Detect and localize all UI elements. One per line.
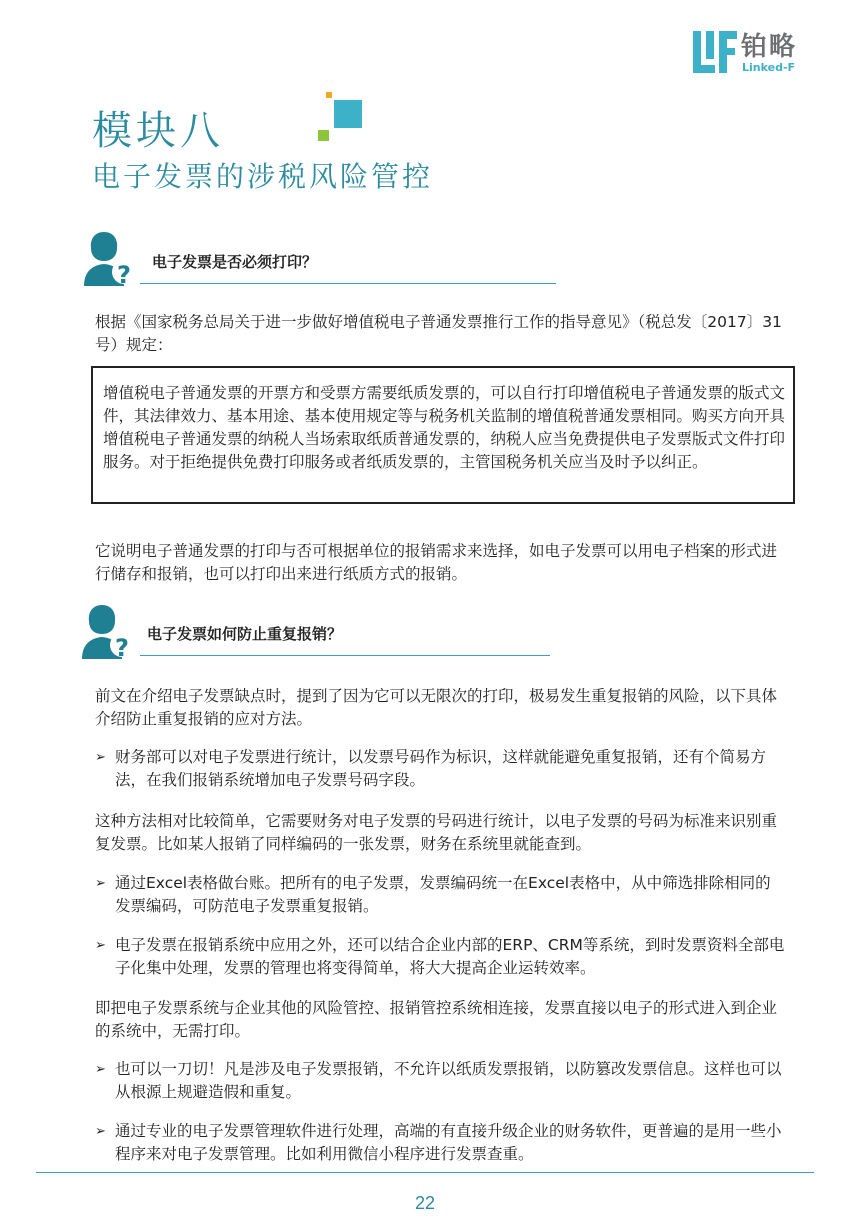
- person-question-icon: [82, 228, 138, 288]
- arrow-bullet-icon: ➢: [95, 1062, 106, 1077]
- arrow-bullet-icon: ➢: [95, 750, 106, 765]
- bullet-item: [95, 1120, 785, 1166]
- section-1-question: 电子发票是否必须打印？: [152, 253, 318, 271]
- bullet-item: [95, 934, 785, 980]
- person-question-icon: [80, 601, 136, 661]
- regulation-quote: 增值税电子普通发票的开票方和受票方需要纸质发票的，可以自行打印增值税电子普通发票的版式文件，其法律效力、基本用途、基本使用规定等与税务机关监制的增值税普通发票相同。购买方向开具增值税电子普通发票的纳税人当场索取纸质普通发票的，纳税人应当免费提供电子发票版式文件打印服务。对于拒绝提供免费打印服务或者纸质发票的，主管国税务机关应当及时予以纠正。: [103, 384, 786, 471]
- svg-text:?: ?: [117, 261, 131, 288]
- brand-logo: [693, 31, 818, 73]
- bullet-item: [95, 872, 785, 918]
- module-subtitle: 电子发票的涉税风险管控: [92, 160, 434, 193]
- section-2-intro: 前文在介绍电子发票缺点时，提到了因为它可以无限次的打印，极易发生重复报销的风险，以下具体介绍防止重复报销的应对方法。: [95, 687, 778, 728]
- section-2-divider: [140, 655, 550, 656]
- section-2-question: 电子发票如何防止重复报销？: [147, 625, 343, 643]
- section-2-paragraph: 即把电子发票系统与企业其他的风险管控、报销管控系统相连接，发票直接以电子的形式进入到企业的系统中，无需打印。: [95, 999, 778, 1040]
- footer-divider: [36, 1172, 814, 1173]
- bullet-text: 电子发票在报销系统中应用之外，还可以结合企业内部的ERP、CRM等系统，到时发票资料全部电子化集中处理，发票的管理也将变得简单，将大大提高企业运转效率。: [115, 936, 785, 977]
- brand-name: 铂略: [741, 32, 798, 62]
- decorative-squares-icon: [318, 92, 366, 142]
- arrow-bullet-icon: ➢: [95, 876, 106, 891]
- section-1-divider: [140, 283, 556, 284]
- brand-subtitle: Linked-F: [742, 61, 796, 74]
- bullet-text: 通过Excel表格做台账。把所有的电子发票，发票编码统一在Excel表格中，从中筛选排除相同的发票编码，可防范电子发票重复报销。: [115, 874, 771, 915]
- bullet-item: [95, 746, 785, 792]
- svg-text:?: ?: [115, 634, 129, 661]
- arrow-bullet-icon: ➢: [95, 938, 106, 953]
- bullet-item: [95, 1058, 785, 1104]
- page-number: 22: [414, 1193, 436, 1213]
- bullet-text: 也可以一刀切！凡是涉及电子发票报销，不允许以纸质发票报销，以防篡改发票信息。这样也可以从根源上规避造假和重复。: [115, 1060, 782, 1101]
- arrow-bullet-icon: ➢: [95, 1124, 106, 1139]
- bullet-text: 财务部可以对电子发票进行统计，以发票号码作为标识，这样就能避免重复报销，还有个简易方法，在我们报销系统增加电子发票号码字段。: [115, 748, 767, 789]
- bullet-text: 通过专业的电子发票管理软件进行处理，高端的有直接升级企业的财务软件，更普遍的是用一些小程序来对电子发票管理。比如利用微信小程序进行发票查重。: [115, 1122, 782, 1163]
- module-title: 模块八: [92, 108, 224, 154]
- section-1-conclusion: 它说明电子普通发票的打印与否可根据单位的报销需求来选择，如电子发票可以用电子档案的形式进行储存和报销，也可以打印出来进行纸质方式的报销。: [95, 542, 778, 583]
- quote-box: [91, 366, 795, 504]
- section-2-paragraph: 这种方法相对比较简单，它需要财务对电子发票的号码进行统计，以电子发票的号码为标准来识别重复发票。比如某人报销了同样编码的一张发票，财务在系统里就能查到。: [95, 812, 778, 853]
- linked-f-logo-icon: [693, 31, 737, 73]
- section-1-intro: 根据《国家税务总局关于进一步做好增值税电子普通发票推行工作的指导意见》（税总发〔2017〕31号）规定：: [95, 313, 782, 354]
